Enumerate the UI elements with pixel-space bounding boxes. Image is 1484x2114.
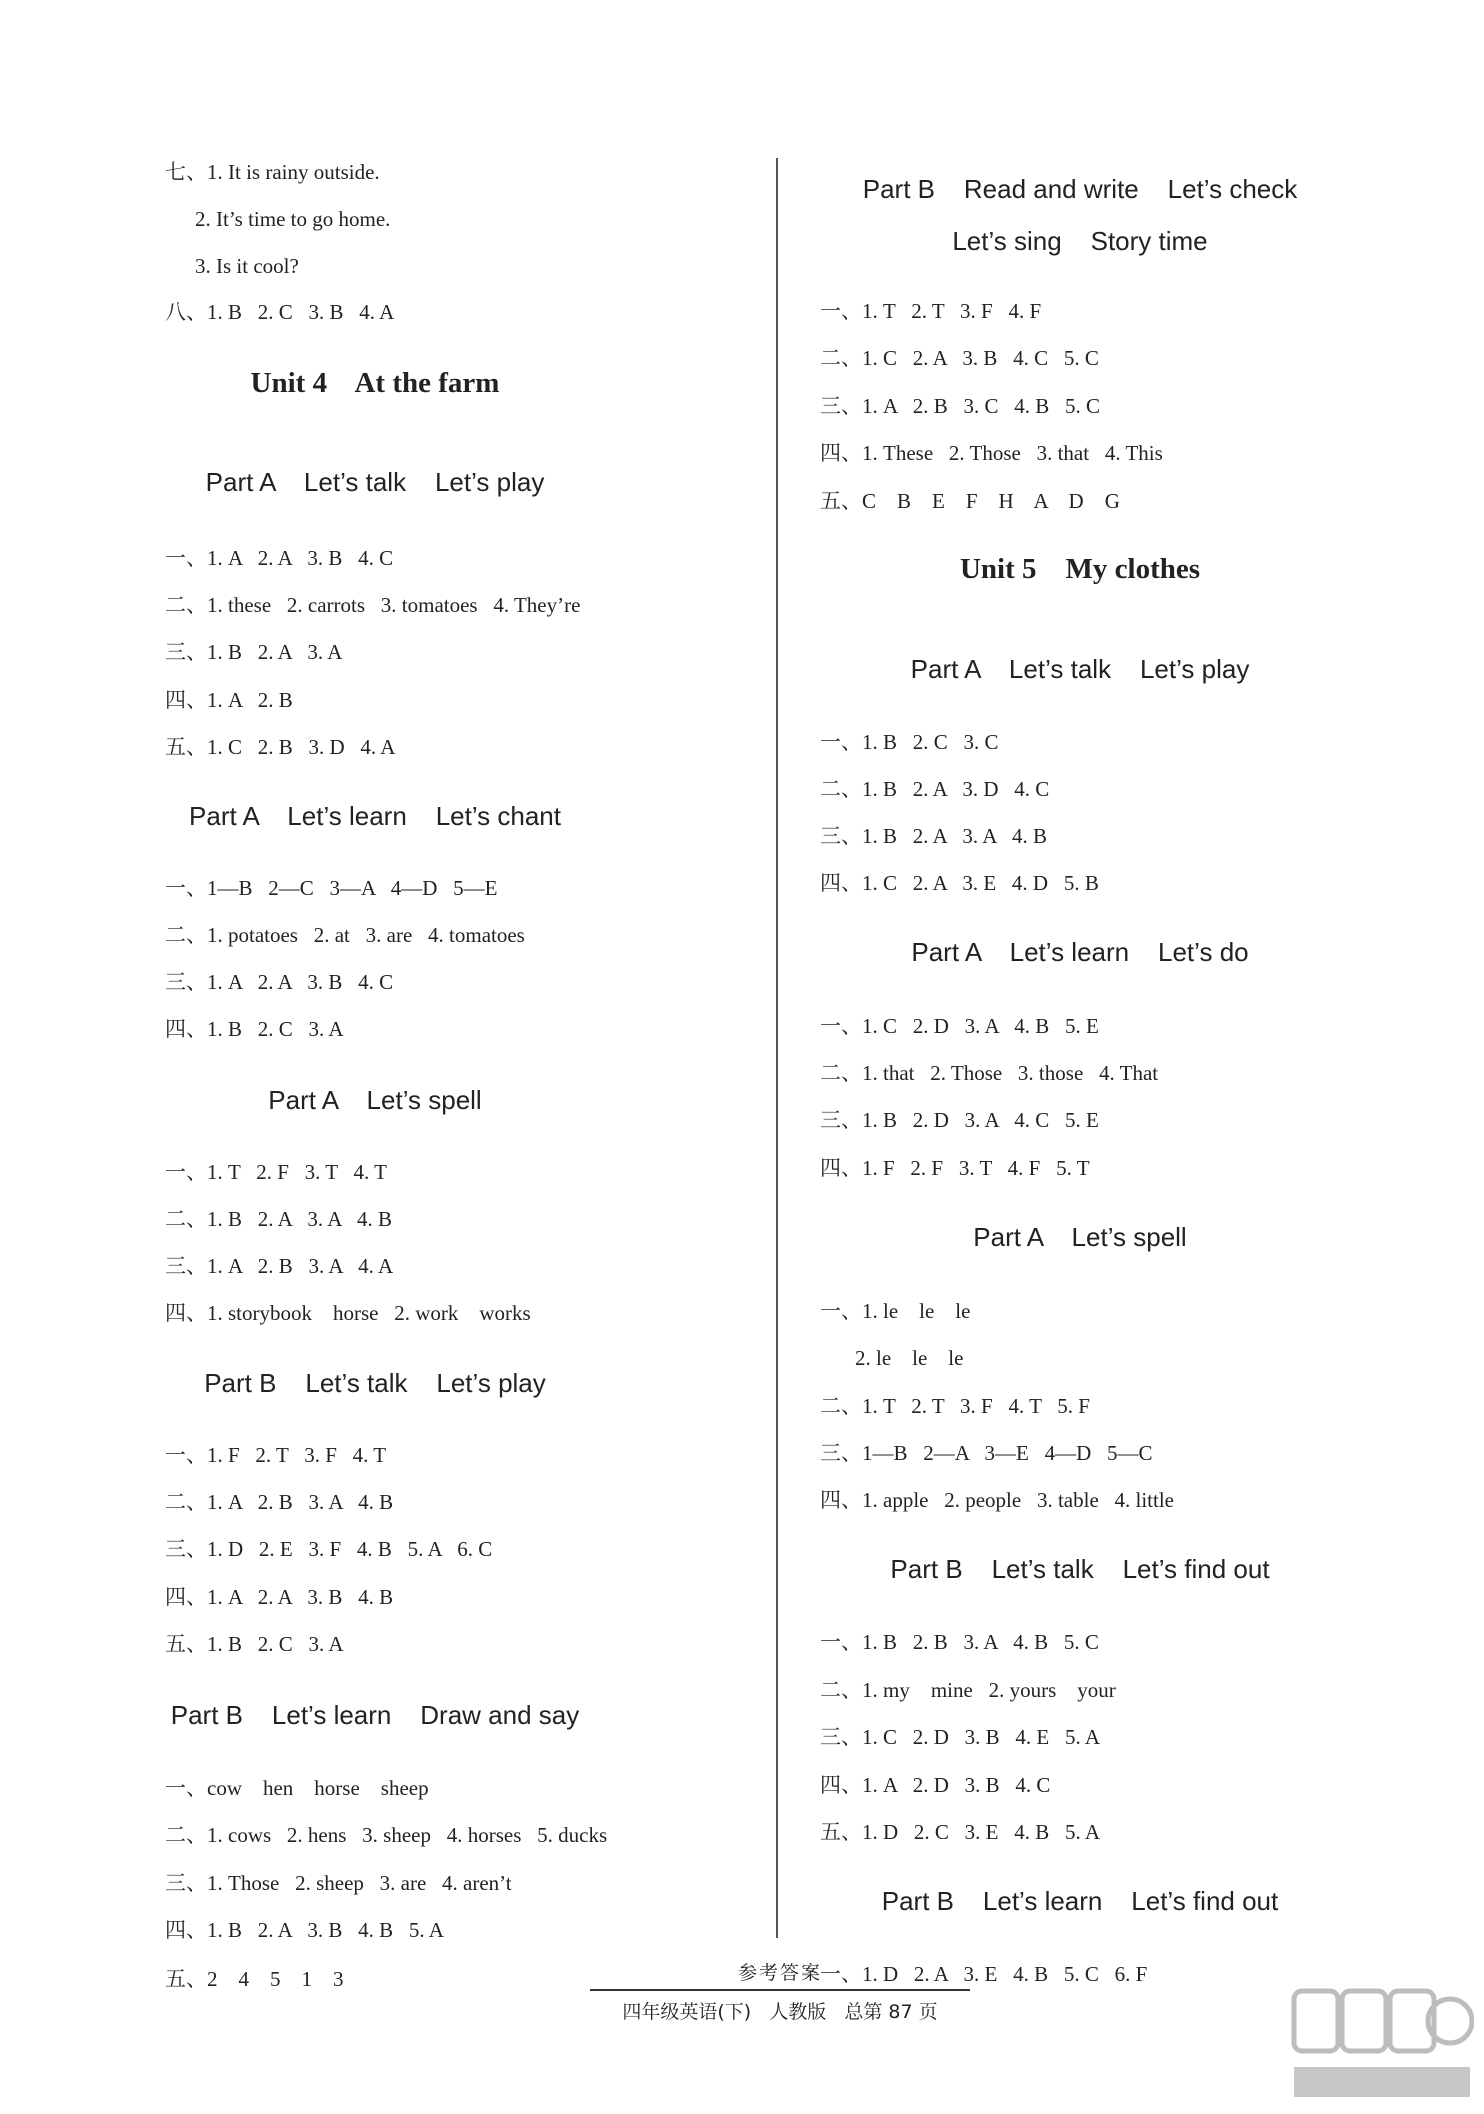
answer-line: 三、1—B 2—A 3—E 4—D 5—C — [820, 1441, 1153, 1465]
answer-line: 五、1. D 2. C 3. E 4. B 5. A — [820, 1820, 1101, 1844]
footer-title: 参考答案 — [737, 1962, 822, 1984]
watermark-logo — [1290, 1985, 1474, 2105]
section-heading: Part B Let’s talk Let’s find out — [890, 1554, 1270, 1584]
section-heading: Part A Let’s learn Let’s chant — [189, 801, 561, 831]
answer-line: 二、1. these 2. carrots 3. tomatoes 4. They’re — [165, 593, 581, 617]
answer-line: 二、1. B 2. A 3. A 4. B — [165, 1207, 392, 1231]
answer-line: 2. le le le — [855, 1346, 964, 1370]
answer-line: 二、1. A 2. B 3. A 4. B — [165, 1490, 394, 1514]
answer-line: 一、1. le le le — [820, 1299, 971, 1323]
answer-line: 二、1. potatoes 2. at 3. are 4. tomatoes — [165, 923, 525, 947]
answer-line: 四、1. A 2. B — [165, 688, 293, 712]
answer-line: 一、1. T 2. T 3. F 4. F — [820, 299, 1042, 323]
answer-line: 二、1. that 2. Those 3. those 4. That — [820, 1061, 1159, 1085]
section-heading: Part A Let’s spell — [973, 1222, 1187, 1252]
answer-line: 三、1. Those 2. sheep 3. are 4. aren’t — [165, 1871, 512, 1895]
answer-line: 五、1. C 2. B 3. D 4. A — [165, 735, 396, 759]
answer-line: 四、1. apple 2. people 3. table 4. little — [820, 1488, 1175, 1512]
answer-line: 四、1. C 2. A 3. E 4. D 5. B — [820, 871, 1099, 895]
answer-line: 四、1. storybook horse 2. work works — [165, 1301, 531, 1325]
answer-line: 三、1. D 2. E 3. F 4. B 5. A 6. C — [165, 1537, 493, 1561]
answer-line: 三、1. A 2. B 3. A 4. A — [165, 1254, 394, 1278]
section-heading: Part B Let’s talk Let’s play — [204, 1368, 546, 1398]
section-heading: Part B Let’s learn Draw and say — [170, 1700, 580, 1730]
section-heading: Part A Let’s spell — [268, 1085, 482, 1115]
answer-line: 3. Is it cool? — [195, 254, 299, 278]
answer-line: 一、1—B 2—C 3—A 4—D 5—E — [165, 876, 498, 900]
answer-line: 四、1. B 2. C 3. A — [165, 1017, 344, 1041]
footer-rule — [590, 1989, 970, 1991]
answer-line: 一、1. D 2. A 3. E 4. B 5. C 6. F — [820, 1962, 1148, 1986]
answer-line: 一、1. B 2. C 3. C — [820, 730, 999, 754]
unit-title: Unit 5 My clothes — [959, 553, 1201, 585]
answer-line: 三、1. B 2. A 3. A — [165, 640, 343, 664]
answer-line: 一、1. B 2. B 3. A 4. B 5. C — [820, 1630, 1099, 1654]
answer-line: 三、1. A 2. B 3. C 4. B 5. C — [820, 394, 1101, 418]
section-heading: Part B Read and write Let’s check — [862, 174, 1298, 204]
answer-line: 二、1. B 2. A 3. D 4. C — [820, 777, 1050, 801]
answer-line: 四、1. F 2. F 3. T 4. F 5. T — [820, 1156, 1090, 1180]
answer-line: 四、1. These 2. Those 3. that 4. This — [820, 441, 1163, 465]
answer-line: 五、2 4 5 1 3 — [165, 1967, 344, 1991]
answer-line: 三、1. C 2. D 3. B 4. E 5. A — [820, 1725, 1101, 1749]
answer-line: 一、1. T 2. F 3. T 4. T — [165, 1160, 387, 1184]
answer-line: 一、cow hen horse sheep — [165, 1776, 429, 1800]
answer-line: 二、1. C 2. A 3. B 4. C 5. C — [820, 346, 1099, 370]
section-heading: Part A Let’s talk Let’s play — [205, 467, 545, 497]
answer-line: 一、1. C 2. D 3. A 4. B 5. E — [820, 1014, 1099, 1038]
answer-stamp-icon — [1290, 1985, 1474, 2105]
section-heading: Part A Let’s talk Let’s play — [910, 654, 1250, 684]
watermark-text — [1290, 1985, 1295, 1986]
answer-line: 五、C B E F H A D G — [820, 489, 1120, 513]
page-footer — [590, 1958, 970, 2024]
section-heading: Part B Let’s learn Let’s find out — [881, 1886, 1279, 1916]
section-heading: Part A Let’s learn Let’s do — [911, 937, 1249, 967]
footer-info: 四年级英语(下) 人教版 总第 87 页 — [622, 2001, 938, 2023]
unit-title: Unit 4 At the farm — [250, 367, 500, 399]
answer-line: 四、1. A 2. A 3. B 4. B — [165, 1585, 394, 1609]
answer-line: 二、1. T 2. T 3. F 4. T 5. F — [820, 1394, 1090, 1418]
answer-line: 四、1. A 2. D 3. B 4. C — [820, 1773, 1051, 1797]
answer-line: 三、1. A 2. A 3. B 4. C — [165, 970, 394, 994]
answer-line: 一、1. A 2. A 3. B 4. C — [165, 546, 394, 570]
answer-line: 一、1. F 2. T 3. F 4. T — [165, 1443, 387, 1467]
answer-line: 五、1. B 2. C 3. A — [165, 1632, 344, 1656]
answer-line: 七、1. It is rainy outside. — [165, 160, 380, 184]
answer-line: 二、1. my mine 2. yours your — [820, 1678, 1116, 1702]
answer-line: 四、1. B 2. A 3. B 4. B 5. A — [165, 1918, 444, 1942]
answer-line: 三、1. B 2. A 3. A 4. B — [820, 824, 1047, 848]
answer-line: 三、1. B 2. D 3. A 4. C 5. E — [820, 1108, 1099, 1132]
answer-line: 2. It’s time to go home. — [195, 207, 391, 231]
section-heading: Let’s sing Story time — [952, 226, 1208, 256]
column-divider — [776, 158, 778, 1938]
answer-line: 二、1. cows 2. hens 3. sheep 4. horses 5. ducks — [165, 1823, 608, 1847]
answer-line: 八、1. B 2. C 3. B 4. A — [165, 300, 395, 324]
